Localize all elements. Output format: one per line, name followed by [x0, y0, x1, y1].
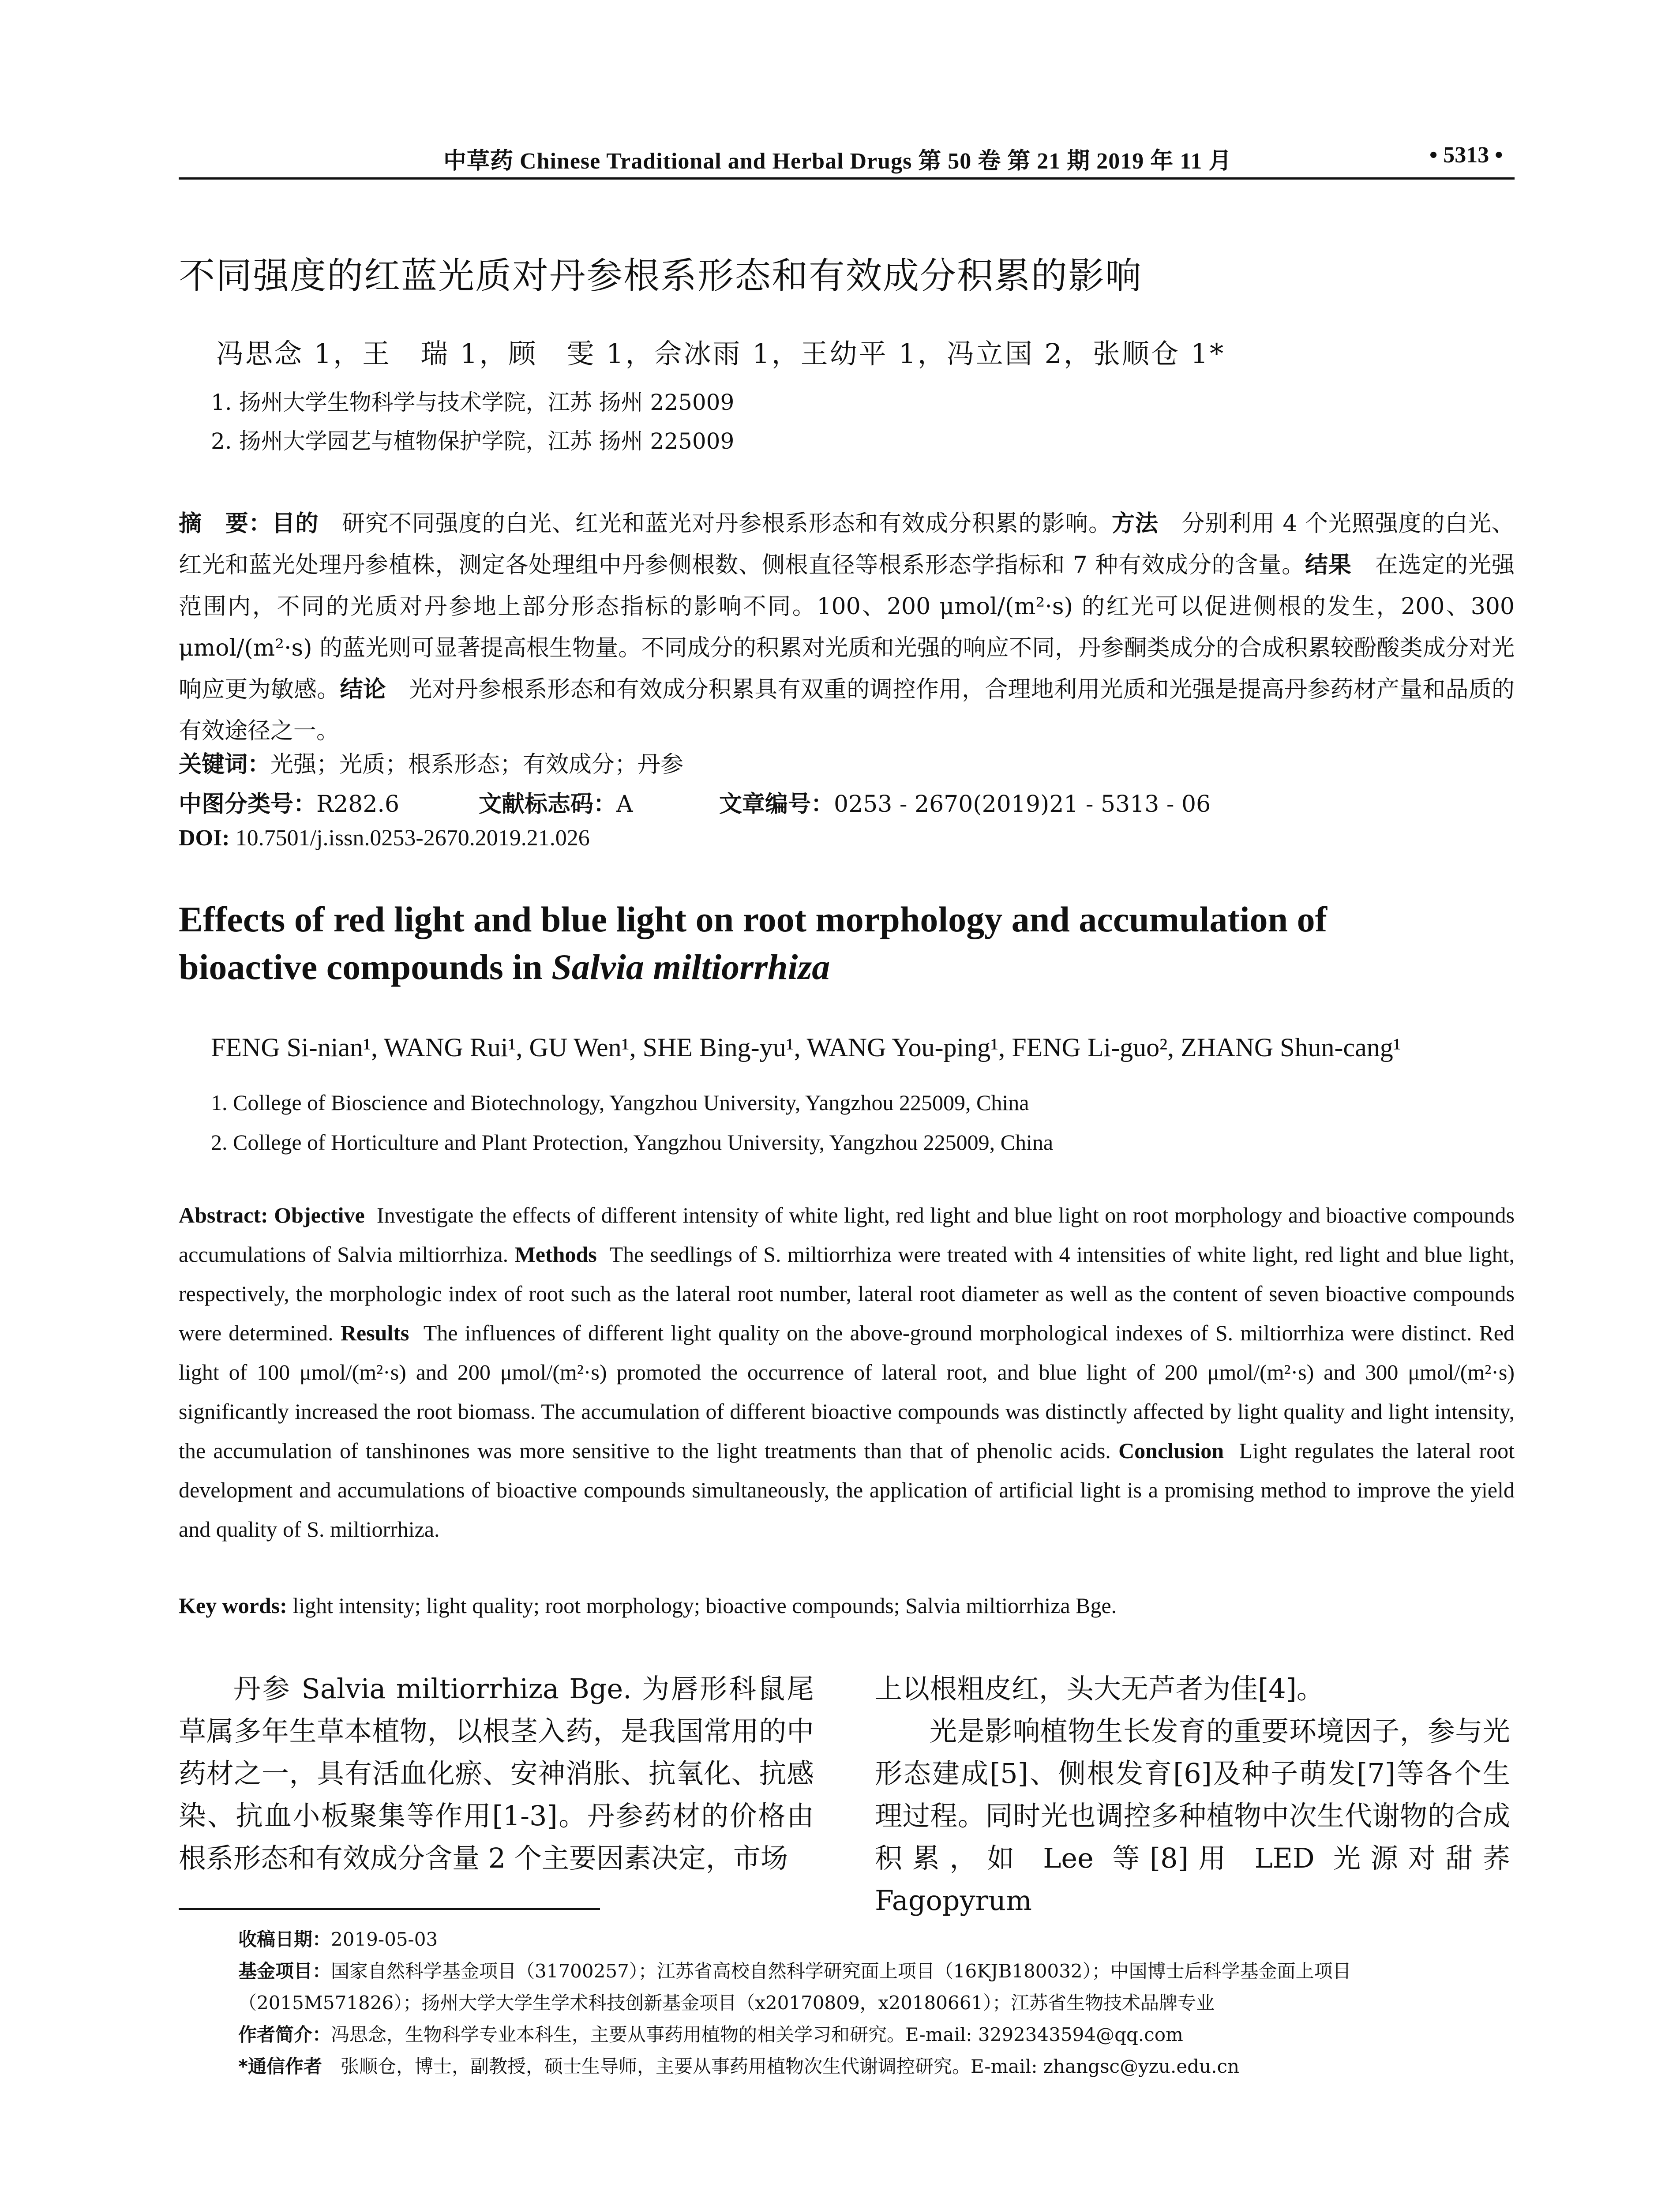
author-bio-label: 作者简介：	[238, 2024, 331, 2045]
conclusion-en: Light regulates the lateral root development and accumulations of bioactive compounds simultaneously, the application of artificial light is a promising method to improve the yield and quality of S. miltiorrhiza.	[179, 1438, 1515, 1542]
results-cn: 在选定的光强范围内，不同的光质对丹参地上部分形态指标的影响不同。100、200 μmol/(m²·s) 的红光可以促进侧根的发生，200、300 μmol/(m²·s) 的蓝光则可显著提高根生物量。不同成分的积累对光质和光强的响应不同，丹参酮类成分的合成积累较酚酸类成分对光响应更为敏感。	[179, 552, 1515, 703]
clc-label: 中图分类号：	[179, 791, 317, 818]
keywords-en	[179, 1593, 1117, 1618]
doi	[179, 825, 590, 851]
body-paragraph-2: 光是影响植物生长发育的重要环境因子，参与光形态建成[5]、侧根发育[6]及种子萌发[7]等各个生理过程。同时光也调控多种植物中次生代谢物的合成积累，如 Lee 等[8]用 LED 光源对甜荞 Fagopyrum	[875, 1715, 1510, 1917]
results-en-label: Results	[340, 1321, 409, 1345]
methods-en: The seedlings of S. miltiorrhiza were treated with 4 intensities of white light, red light and blue light, respectively, the morphologic index of root such as the lateral root number, lateral root diameter as well as the content of seven bioactive compounds were determined.	[179, 1242, 1515, 1345]
keywords-cn	[179, 746, 683, 779]
methods-cn-label: 方法	[1111, 510, 1159, 537]
fund-text: 国家自然科学基金项目（31700257）；江苏省高校自然科学研究面上项目（16KJB180032）；中国博士后科学基金面上项目（2015M571826）；扬州大学大学生学术科技创新基金项目（x20170809，x20180661）；江苏省生物技术品牌专业	[238, 1960, 1351, 2014]
author-bio: 冯思念，生物科学专业本科生，主要从事药用植物的相关学习和研究。E-mail: 3292343594@qq.com	[331, 2024, 1183, 2045]
body-paragraph-1-cont: 上以根粗皮红，头大无芦者为佳[4]。	[875, 1673, 1324, 1705]
article-no-label: 文章编号：	[719, 791, 834, 818]
running-header-journal	[443, 142, 1232, 175]
received-label: 收稿日期：	[238, 1928, 331, 1950]
page-number: • 5313 •	[1429, 143, 1503, 168]
paper-title-cn: 不同强度的红蓝光质对丹参根系形态和有效成分积累的影响	[179, 255, 1143, 297]
corresponding-label: *通信作者	[238, 2056, 341, 2077]
classification-doc-code	[479, 785, 633, 818]
article-no-value: 0253 - 2670(2019)21 - 5313 - 06	[834, 791, 1211, 818]
doc-code-label: 文献标志码：	[479, 791, 617, 818]
footnote-rule	[179, 1908, 600, 1910]
results-cn-label: 结果	[1305, 552, 1352, 578]
abstract-cn-label: 摘 要：	[179, 510, 272, 537]
affiliation-en-1: 1. College of Bioscience and Biotechnology, Yangzhou University, Yangzhou 225009, China	[211, 1090, 1029, 1115]
keywords-en-label: Key words:	[179, 1593, 287, 1618]
header-rule	[179, 177, 1515, 180]
objective-cn: 研究不同强度的白光、红光和蓝光对丹参根系形态和有效成分积累的影响。	[342, 510, 1112, 537]
doi-value[interactable]: 10.7501/j.issn.0253-2670.2019.21.026	[235, 825, 590, 851]
fund-label: 基金项目：	[238, 1960, 331, 1982]
paper-title-en	[179, 896, 1515, 991]
paper-title-en-line2	[179, 943, 1515, 991]
footnote-author	[238, 2019, 1515, 2051]
keywords-en-text: light intensity; light quality; root morphology; bioactive compounds; Salvia miltiorrhiza Bge.	[292, 1593, 1117, 1618]
footnote-fund	[238, 1955, 1515, 2019]
conclusion-en-label: Conclusion	[1118, 1438, 1224, 1463]
results-en: The influences of different light quality on the above-ground morphological indexes of S. miltiorrhiza were distinct. Red light of 100 μmol/(m²·s) and 200 μmol/(m²·s) promoted the occurrence of lateral root, and blue light of 200 μmol/(m²·s) and 300 μmol/(m²·s) significantly increased the root biomass. The accumulation of different bioactive compounds was distinctly affected by light quality and light intensity, the accumulation of tanshinones was more sensitive to the light treatments than that of phenolic acids.	[179, 1321, 1515, 1463]
objective-en-label: Abstract: Objective	[179, 1203, 365, 1227]
methods-cn: 分别利用 4 个光照强度的白光、红光和蓝光处理丹参植株，测定各处理组中丹参侧根数、侧根直径等根系形态学指标和 7 种有效成分的含量。	[179, 510, 1515, 578]
title-en-species: Salvia miltiorrhiza	[551, 947, 830, 987]
abstract-cn	[179, 503, 1515, 752]
objective-cn-label: 目的	[272, 510, 319, 537]
paper-title-en-line1: Effects of red light and blue light on root morphology and accumulation of	[179, 899, 1327, 939]
conclusion-cn: 光对丹参根系形态和有效成分积累具有双重的调控作用，合理地利用光质和光强是提高丹参药材产量和品质的有效途径之一。	[179, 676, 1515, 744]
doc-code-value: A	[616, 791, 633, 818]
body-column-right	[875, 1668, 1510, 1922]
body-paragraph-1: 丹参 Salvia miltiorrhiza Bge. 为唇形科鼠尾草属多年生草本植物，以根茎入药，是我国常用的中药材之一，具有活血化瘀、安神消胀、抗氧化、抗感染、抗血小板聚集等作用[1-3]。丹参药材的价格由根系形态和有效成分含量 2 个主要因素决定，市场	[179, 1673, 814, 1874]
keywords-cn-label: 关键词：	[179, 751, 271, 778]
footnotes	[238, 1924, 1515, 2082]
objective-en: Investigate the effects of different intensity of white light, red light and blue light on root morphology and bioactive compounds accumulations of Salvia miltiorrhiza.	[179, 1203, 1515, 1267]
body-column-left	[179, 1668, 814, 1880]
corresponding-text: 张顺仓，博士，副教授，硕士生导师，主要从事药用植物次生代谢调控研究。E-mail: zhangsc@yzu.edu.cn	[340, 2056, 1240, 2077]
footnote-received	[238, 1924, 1515, 1955]
keywords-cn-text: 光强；光质；根系形态；有效成分；丹参	[270, 751, 684, 778]
affiliation-en-2: 2. College of Horticulture and Plant Protection, Yangzhou University, Yangzhou 225009, China	[211, 1130, 1054, 1155]
journal-info: 中草药 Chinese Traditional and Herbal Drugs 第 50 卷 第 21 期 2019 年 11 月	[443, 149, 1232, 174]
footnote-corresponding	[238, 2051, 1515, 2082]
authors-cn: 冯思念 1，王 瑞 1，顾 雯 1，佘冰雨 1，王幼平 1，冯立国 2，张顺仓 1*	[216, 338, 1226, 370]
methods-en-label: Methods	[514, 1242, 597, 1267]
title-en-pre: bioactive compounds in	[179, 947, 552, 987]
affiliation-cn-2: 2. 扬州大学园艺与植物保护学院，江苏 扬州 225009	[211, 428, 735, 454]
classification-clc	[179, 785, 399, 818]
received-date: 2019-05-03	[331, 1928, 438, 1950]
doi-label: DOI:	[179, 825, 236, 851]
affiliation-cn-1: 1. 扬州大学生物科学与技术学院，江苏 扬州 225009	[211, 390, 735, 415]
authors-en: FENG Si-nian¹, WANG Rui¹, GU Wen¹, SHE Bing-yu¹, WANG You-ping¹, FENG Li-guo², ZHANG Shun-cang¹	[211, 1033, 1401, 1062]
conclusion-cn-label: 结论	[340, 676, 386, 703]
classification-article-no	[719, 785, 1211, 818]
clc-value: R282.6	[316, 791, 400, 818]
abstract-en	[179, 1196, 1515, 1549]
